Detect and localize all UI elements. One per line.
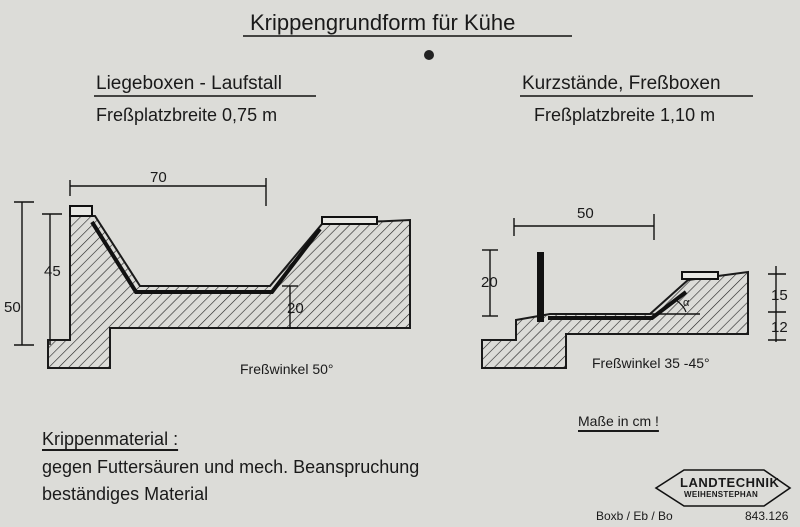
right-heading: Kurzstände, Freßboxen — [522, 73, 721, 94]
right-width-label: Freßplatzbreite 1,10 m — [534, 105, 716, 125]
neck-rail — [537, 252, 544, 322]
left-dim-inner: 45 — [44, 263, 61, 280]
right-dim-left: 20 — [481, 274, 498, 291]
left-width-label: Freßplatzbreite 0,75 m — [96, 105, 278, 125]
left-trough-section — [48, 206, 410, 368]
right-dim-lower: 12 — [771, 319, 788, 336]
material-heading: Krippenmaterial : — [42, 429, 179, 449]
units-note: Maße in cm ! — [578, 413, 659, 429]
footer-number: 843.126 — [745, 509, 789, 523]
right-angle-label: Freßwinkel 35 -45° — [592, 355, 710, 371]
right-trough-cap — [682, 272, 718, 279]
logo-text-sub: WEIHENSTEPHAN — [684, 490, 759, 499]
left-heading: Liegeboxen - Laufstall — [96, 73, 282, 94]
footer-code: Boxb / Eb / Bo — [596, 509, 673, 523]
right-trough-section — [482, 252, 748, 371]
left-dim-depth: 20 — [287, 300, 304, 317]
material-line1: gegen Futtersäuren und mech. Beanspruchung — [42, 457, 420, 477]
pin-hole — [424, 50, 434, 60]
right-dim-top: 50 — [577, 205, 594, 222]
left-trough-far-cap — [322, 217, 377, 224]
right-dim-upper: 15 — [771, 287, 788, 304]
material-line2: beständiges Material — [42, 484, 209, 504]
left-dim-outer: 50 — [4, 299, 21, 316]
left-dim-top: 70 — [150, 169, 167, 186]
logo-text-main: LANDTECHNIK — [680, 475, 780, 490]
left-trough-edge-cap — [70, 206, 92, 216]
diagram-title: Krippengrundform für Kühe — [250, 10, 516, 35]
left-angle-label: Freßwinkel 50° — [240, 361, 334, 377]
right-angle-symbol: α — [683, 297, 690, 309]
